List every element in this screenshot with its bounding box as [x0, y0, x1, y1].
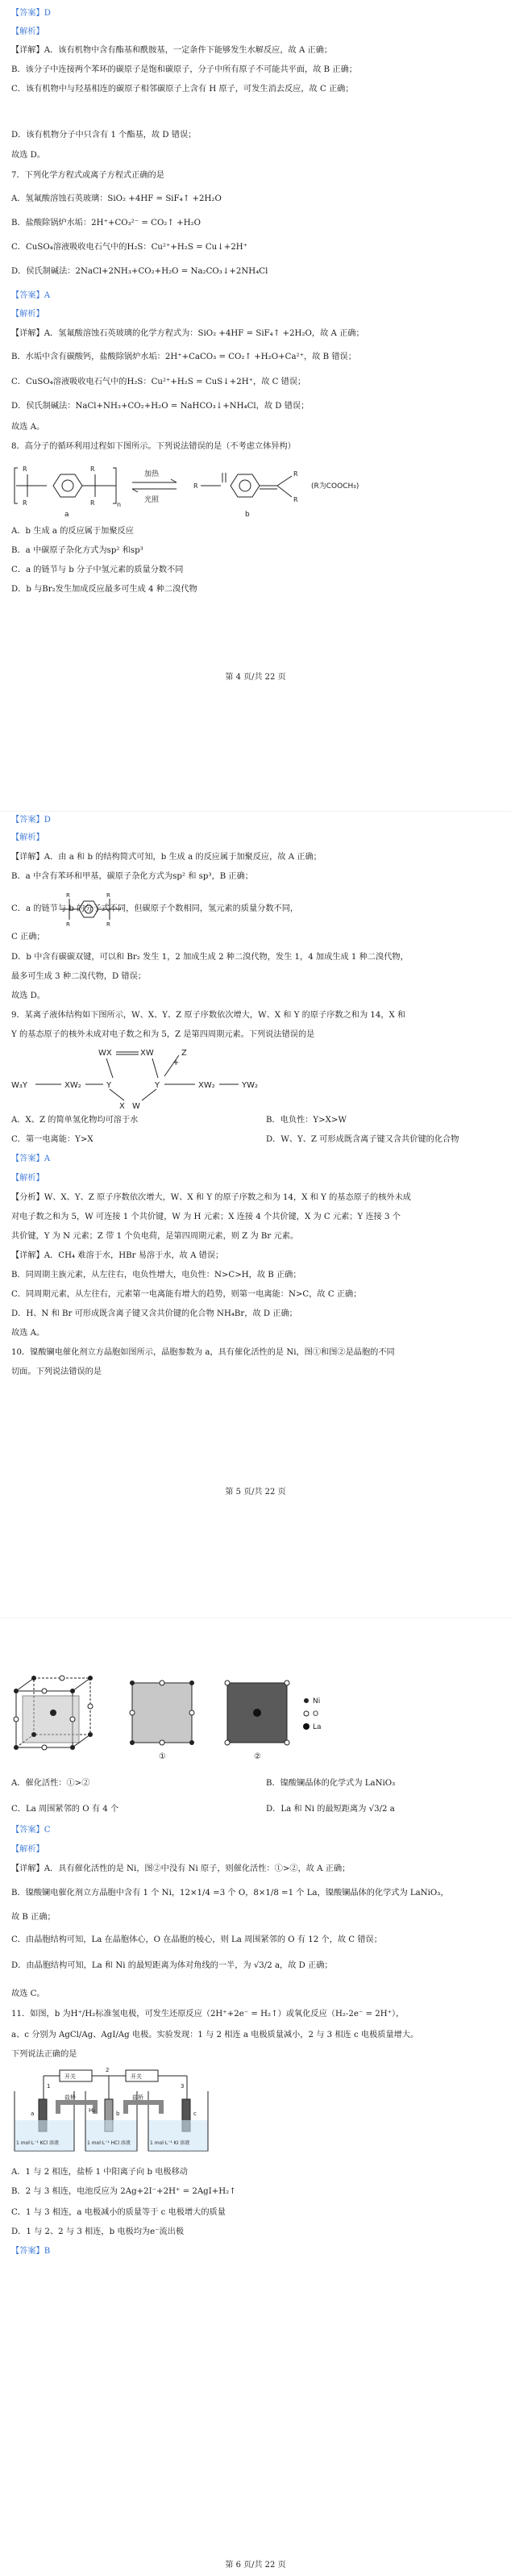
svg-text:R: R	[23, 466, 27, 473]
terminal-2: 2	[106, 2067, 110, 2073]
option: A．1 与 2 相连，盐桥 1 中阳离子向 b 电极移动	[11, 2168, 188, 2177]
svg-text:XW₂: XW₂	[64, 1081, 81, 1090]
h2-label: H₂	[89, 2107, 96, 2114]
electrode-c: c	[193, 2110, 197, 2117]
text-line: 【分析】W、X、Y、Z 原子序数依次增大，W、X 和 Y 的原子序数之和为 14，X 和 Y 的基态原子的核外未成	[11, 1193, 411, 1202]
text-line: 切面。下列说法错误的是	[11, 1367, 102, 1376]
answer-label: 【答案】B	[11, 2247, 51, 2256]
svg-text:WX: WX	[98, 1049, 112, 1058]
analysis-label: 【解析】	[11, 1174, 44, 1183]
option: A．催化活性：①>②	[11, 1779, 90, 1788]
electrode-b: b	[116, 2110, 120, 2117]
option: B．2 与 3 相连，电池反应为 2Ag+2I⁻+2H⁺ = 2AgI+H₂↑	[11, 2187, 236, 2196]
answer-label: 【答案】C	[11, 1826, 51, 1835]
svg-text:R: R	[293, 496, 298, 503]
text-line: C．CuSO₄溶液吸收电石气中的H₂S：Cu²⁺+H₂S = CuS↓+2H⁺，故 C 错误；	[11, 378, 306, 386]
arrow-bottom-label: 光照	[144, 496, 160, 504]
text-line: D．由晶胞结构可知，La 和 Ni 的最短距离为体对角线的一半，为 √3/2 a，故 D 正确；	[11, 1961, 333, 1970]
svg-text:R: R	[90, 466, 95, 473]
text-line: C．由晶胞结构可知，La 在晶胞体心，O 在晶胞的棱心，则 La 周围紧邻的 O 有 12 个，故 C 错误；	[11, 1935, 382, 1944]
ionic-liquid-structure	[11, 1044, 285, 1112]
terminal-3: 3	[181, 2083, 185, 2090]
option: B．a 中碳原子杂化方式为sp² 和sp³	[11, 546, 143, 555]
page-footer: 第 5 页/共 22 页	[225, 1488, 286, 1497]
answer-label: 【答案】A	[11, 1154, 51, 1163]
text-line: 最多可生成 3 种二溴代物，D 错误；	[11, 972, 146, 981]
option: B．镍酸镧晶体的化学式为 LaNiO₃	[266, 1779, 396, 1788]
text-line: 下列说法正确的是	[11, 2050, 77, 2059]
page-footer: 第 6 页/共 22 页	[225, 2561, 286, 2570]
text-line: 【详解】A．具有催化活性的是 Ni，图②中没有 Ni 原子，则催化活性：①>②，故 A 正确；	[11, 1864, 351, 1873]
fig2-label: ②	[254, 1752, 261, 1761]
bridge-2-label: 盐桥	[132, 2094, 143, 2101]
text-line: B．该分子中连接两个苯环的碳原子是饱和碳原子，分子中所有原子不可能共平面，故 B 正确；	[11, 65, 357, 74]
option: D．W、Y、Z 可形成既含离子键又含共价键的化合物	[266, 1135, 459, 1144]
svg-text:X: X	[119, 1102, 125, 1111]
text-line: 故 B 正确；	[11, 1913, 56, 1922]
text-line: B．同周期主族元素，从左往右，电负性增大，电负性：N>C>H，故 B 正确；	[11, 1271, 301, 1280]
text-line: 对电子数之和为 5，W 可连接 1 个共价键，W 为 H 元素；X 连接 4 个共价键，X 为 C 元素；Y 连接 3 个	[11, 1213, 401, 1221]
text-line: 【详解】A．由 a 和 b 的结构简式可知，b 生成 a 的反应属于加聚反应，故 A 正确；	[11, 853, 322, 862]
svg-text:Y: Y	[155, 1081, 160, 1090]
svg-text:XW₂: XW₂	[198, 1081, 215, 1090]
answer-label: 【答案】A	[11, 291, 51, 300]
text-line: D．b 中含有碳碳双键，可以和 Br₂ 发生 1，2 加成生成 2 种二溴代物，发生 1，4 加成生成 1 种二溴代物，	[11, 953, 409, 962]
option: C．CuSO₄溶液吸收电石气中的H₂S：Cu²⁺+H₂S = Cu↓+2H⁺	[11, 243, 248, 252]
question-10-stem: 10．镍酸镧电催化剂立方晶胞如图所示，晶胞参数为 a，具有催化活性的是 Ni，图①和图②是晶胞的不同	[11, 1348, 395, 1357]
unit-cell-figure	[11, 1673, 358, 1764]
text-line: a、c 分别为 AgCl/Ag、AgI/Ag 电极。实验发现：1 与 2 相连 a 电极质量减小，2 与 3 相连 c 电极质量增大。	[11, 2031, 419, 2040]
text-line: 故选 A。	[11, 1329, 45, 1338]
text-line: B．a 中含有苯环和甲基，碳原子杂化方式为sp² 和 sp³，B 正确；	[11, 872, 253, 881]
text-line: 【详解】A．CH₄ 难溶于水，HBr 易溶于水，故 A 错误；	[11, 1251, 224, 1260]
svg-text:Y: Y	[106, 1081, 112, 1090]
option: D．侯氏制碱法：2NaCl+2NH₃+CO₂+H₂O = Na₂CO₃↓+2NH₄Cl	[11, 267, 268, 276]
option: C．La 周围紧邻的 O 有 4 个	[11, 1805, 119, 1814]
switch-label-2: 开关	[131, 2073, 142, 2080]
svg-text:R: R	[23, 499, 27, 507]
svg-text:YW₂: YW₂	[242, 1081, 259, 1090]
option: D．b 与Br₂发生加成反应最多可生成 4 种二溴代物	[11, 585, 197, 594]
svg-text:W: W	[132, 1102, 140, 1111]
text-line: D．侯氏制碱法：NaCl+NH₃+CO₂+H₂O = NaHCO₃↓+NH₄Cl，故 D 错误；	[11, 402, 310, 411]
svg-text:Z: Z	[181, 1049, 187, 1058]
answer-label: 【答案】D	[11, 816, 51, 825]
text-line: D．H、N 和 Br 可形成既含离子键又含共价键的化合物 NH₄Br，故 D 正确；	[11, 1309, 297, 1318]
analysis-label: 【解析】	[11, 310, 44, 319]
text-line: 共价键，Y 为 N 元素；Z 带 1 个负电荷，是第四周期元素，则 Z 为 Br 元素。	[11, 1232, 299, 1241]
text-line: C．同周期元素，从左往右，元素第一电离能有增大的趋势，则第一电离能：N>C，故 C 正确；	[11, 1290, 362, 1299]
arrow-top-label: 加热	[144, 470, 160, 478]
bridge-1-label: 盐桥	[64, 2094, 76, 2101]
polymer-cycle-scheme	[11, 458, 430, 521]
page-footer: 第 4 页/共 22 页	[225, 673, 286, 682]
option: A．X、Z 的简单氢化物均可溶于水	[11, 1116, 139, 1125]
text-line: 【详解】A．该有机物中含有酯基和酰胺基，一定条件下能够发生水解反应，故 A 正确；	[11, 46, 333, 55]
switch-label-1: 开关	[64, 2073, 76, 2080]
legend-ni: Ni	[313, 1697, 321, 1706]
svg-text:W₃Y: W₃Y	[11, 1081, 28, 1090]
option: C．1 与 3 相连，a 电极减小的质量等于 c 电极增大的质量	[11, 2208, 226, 2217]
option: C．第一电离能：Y>X	[11, 1135, 93, 1144]
substituent-note: (R为COOCH₃)	[311, 482, 359, 491]
hcl-solution: 1 mol·L⁻¹ HCl 溶液	[87, 2140, 131, 2146]
text-line: C 正确；	[11, 933, 45, 941]
analysis-label: 【解析】	[11, 27, 44, 36]
svg-text:R: R	[293, 470, 298, 478]
text-line: 【详解】A．氢氟酸溶蚀石英玻璃的化学方程式为：SiO₂ +4HF = SiF₄↑ +2H₂O，故 A 正确；	[11, 329, 364, 338]
label-b: b	[245, 511, 250, 519]
option: B．盐酸除锅炉水垢：2H⁺+CO₃²⁻ = CO₂↑ +H₂O	[11, 219, 201, 228]
legend-o: O	[313, 1710, 319, 1718]
fig1-label: ①	[159, 1752, 166, 1761]
electrode-a: a	[31, 2110, 35, 2117]
text-line: Y 的基态原子的核外未成对电子数之和为 5，Z 是第四周期元素。下列说法错误的是	[11, 1030, 315, 1039]
analysis-label: 【解析】	[11, 1845, 44, 1854]
text-line: D．该有机物分子中只含有 1 个酯基，故 D 错误；	[11, 131, 197, 140]
text-line: B．水垢中含有碳酸钙，盐酸除锅炉水垢：2H⁺+CaCO₃ = CO₂↑ +H₂O+Ca²⁺，故 B 错误；	[11, 353, 356, 361]
svg-text:R: R	[106, 892, 110, 899]
answer-label: 【答案】D	[11, 9, 51, 18]
svg-text:R: R	[90, 499, 95, 507]
text-line: 故选 D。	[11, 151, 45, 160]
question-11-stem: 11．如图，b 为H⁺/H₂标准氢电极，可发生还原反应（2H⁺+2e⁻ = H₂↑）或氧化反应（H₂-2e⁻ = 2H⁺），	[11, 2010, 405, 2019]
option: C．a 的链节与 b 分子中氢元素的质量分数不同	[11, 566, 184, 574]
question-7-stem: 7．下列化学方程式或离子方程式正确的是	[11, 171, 164, 180]
svg-text:+: +	[172, 1058, 180, 1067]
analysis-label: 【解析】	[11, 833, 44, 842]
svg-text:n: n	[117, 501, 122, 508]
text-line: 故选 C。	[11, 1989, 45, 1998]
option: A．b 生成 a 的反应属于加聚反应	[11, 527, 134, 536]
text-line: C．该有机物中与羟基相连的碳原子相邻碳原子上含有 H 原子，可发生消去反应，故 C 正确；	[11, 85, 354, 94]
option: B．电负性：Y>X>W	[266, 1116, 347, 1125]
svg-text:R: R	[193, 482, 198, 490]
kcl-solution: 1 mol·L⁻¹ KCl 溶液	[16, 2140, 60, 2146]
question-9-stem: 9．某离子液体结构如下图所示，W、X、Y、Z 原子序数依次增大，W、X 和 Y 的原子序数之和为 14，X 和	[11, 1011, 406, 1020]
ki-solution: 1 mol·L⁻¹ KI 溶液	[150, 2140, 190, 2146]
svg-text:XW: XW	[140, 1049, 154, 1058]
page-divider	[0, 811, 511, 812]
text-line: C．a 的链节与 b 的分子式不同，但碳原子个数相同，氢元素的质量分数不同，	[11, 904, 299, 913]
svg-text:R: R	[66, 892, 70, 899]
option: A．氢氟酸溶蚀石英玻璃：SiO₂ +4HF = SiF₄↑ +2H₂O	[11, 194, 222, 203]
option: D．La 和 Ni 的最短距离为 √3/2 a	[266, 1805, 395, 1814]
text-line: B．镍酸镧电催化剂立方晶胞中含有 1 个 Ni，12×1/4 =3 个 O，8×1/8 =1 个 La，镍酸镧晶体的化学式为 LaNiO₃，	[11, 1889, 449, 1898]
question-8-stem: 8．高分子的循环利用过程如下图所示。下列说法错误的是（不考虑立体异构）	[11, 442, 296, 451]
option: D．1 与 2、2 与 3 相连，b 电极均为e⁻流出极	[11, 2227, 185, 2236]
svg-text:R: R	[106, 921, 110, 928]
svg-text:R: R	[66, 921, 70, 928]
legend-la: La	[313, 1723, 322, 1731]
label-a: a	[64, 511, 69, 519]
electrochemical-cell	[11, 2067, 221, 2156]
text-line: 故选 D。	[11, 992, 45, 1000]
text-line: 故选 A。	[11, 423, 45, 432]
terminal-1: 1	[47, 2083, 51, 2090]
